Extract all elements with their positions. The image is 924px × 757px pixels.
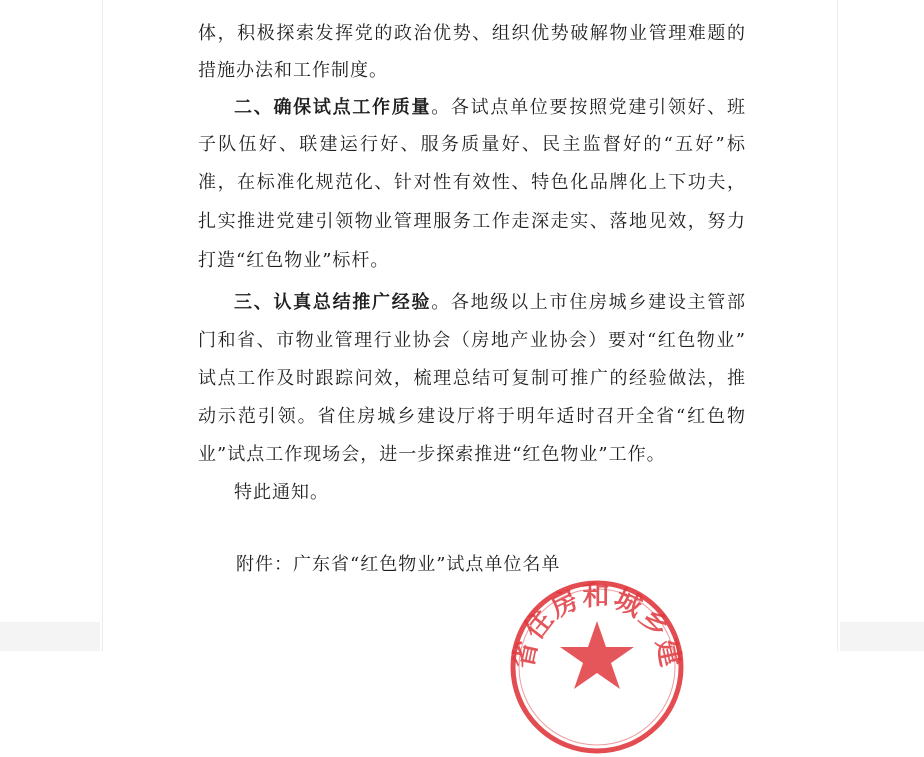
paragraph-2-line-1: [234, 96, 746, 120]
paragraph-2-line-3: 准，在标准化规范化、针对性有效性、特色化品牌化上下功夫，: [198, 172, 746, 193]
paragraph-1-line-2: 措施办法和工作制度。: [198, 60, 388, 81]
page-gap-left: [0, 622, 100, 651]
seal-text: 省住房和城乡建: [507, 581, 687, 672]
paragraph-2-line-5: 打造“红色物业”标杆。: [198, 250, 390, 271]
official-seal-icon: [507, 577, 687, 757]
paragraph-3-line-1: [234, 291, 746, 315]
paragraph-3-line-4: 动示范引领。省住房城乡建设厅将于明年适时召开全省“红色物: [198, 406, 746, 427]
paragraph-3-line-5: 业”试点工作现场会，进一步探索推进“红色物业”工作。: [198, 444, 666, 465]
paragraph-3-heading: 三、认真总结推广经验: [234, 292, 432, 313]
paragraph-3-line-2: 门和省、市物业管理行业协会（房地产业协会）要对“红色物业”: [198, 330, 746, 351]
paragraph-1-line-1: 体，积极探索发挥党的政治优势、组织优势破解物业管理难题的: [198, 23, 746, 44]
page-gap-right: [840, 622, 924, 651]
closing-remark: 特此通知。: [234, 482, 329, 503]
paragraph-3-line-1-text: 。各地级以上市住房城乡建设主管部: [431, 292, 747, 313]
paragraph-2-line-4: 扎实推进党建引领物业管理服务工作走深走实、落地见效，努力: [198, 211, 746, 232]
paragraph-2-line-2: 子队伍好、联建运行好、服务质量好、民主监督好的“五好”标: [198, 134, 746, 155]
attachment-line: 附件：广东省“红色物业”试点单位名单: [236, 554, 561, 575]
paragraph-3-line-3: 试点工作及时跟踪问效，梳理总结可复制可推广的经验做法，推: [198, 368, 746, 389]
paragraph-2-line-1-text: 。各试点单位要按照党建引领好、班: [431, 97, 747, 118]
paragraph-2-heading: 二、确保试点工作质量: [234, 97, 432, 118]
